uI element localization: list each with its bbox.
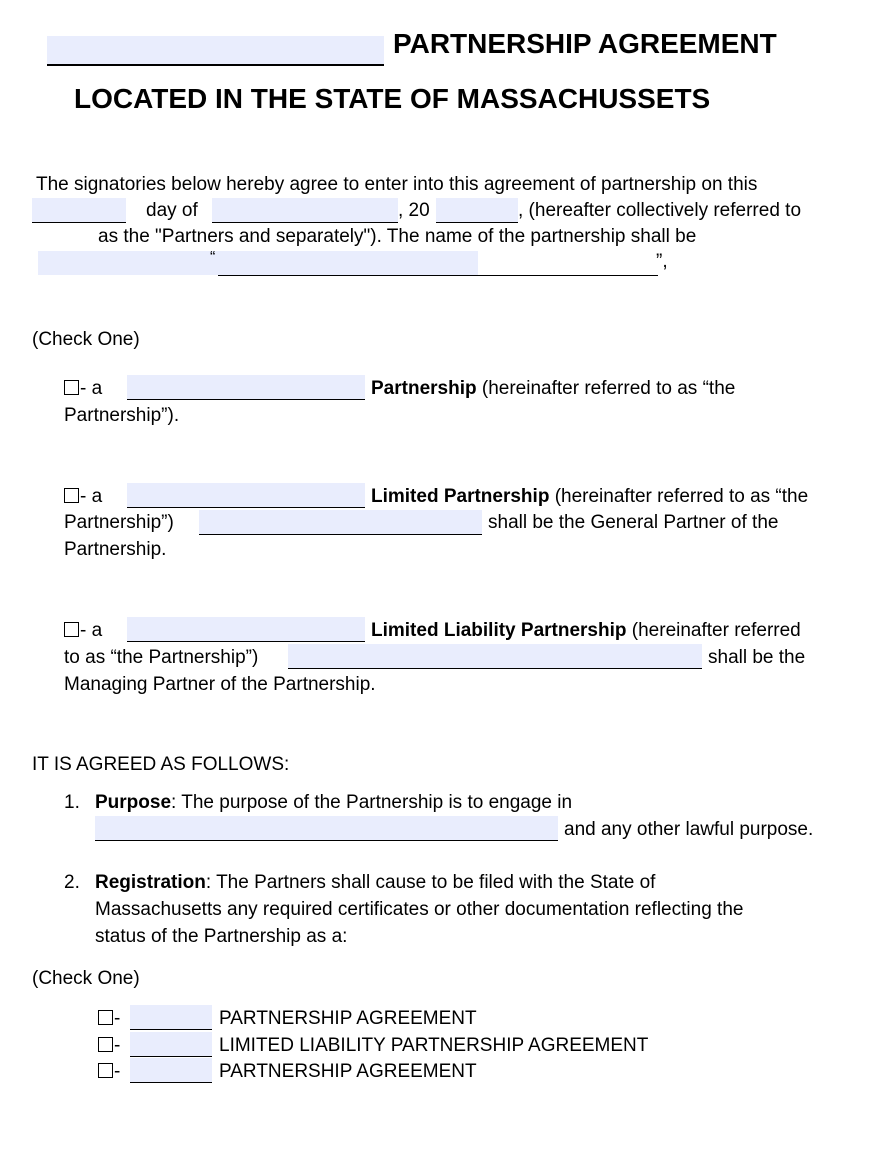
partnership-checkbox[interactable]: [64, 380, 79, 395]
dash-a-label: - a: [80, 378, 103, 399]
section-2-text: : The Partners shall cause to be filed with the State of: [205, 872, 656, 893]
section-2-number: 2.: [64, 872, 80, 893]
registration-checkbox[interactable]: [98, 1010, 113, 1025]
managing-partner-field[interactable]: [288, 644, 702, 669]
llp-type-field[interactable]: [127, 617, 365, 642]
dash-a-label: - a: [80, 486, 103, 507]
dash-label: -: [114, 1061, 121, 1082]
open-quote: “: [210, 249, 216, 266]
section-2-line1: [95, 872, 655, 894]
section-2-heading: Registration: [95, 872, 206, 893]
partnership-type-field[interactable]: [127, 375, 365, 400]
option-llp-line3: Managing Partner of the Partnership.: [64, 674, 376, 695]
intro-day-of: day of: [146, 200, 198, 221]
section-1-line1: [95, 792, 572, 814]
agreed-heading: IT IS AGREED AS FOLLOWS:: [32, 754, 290, 775]
section-1-heading: Purpose: [95, 792, 172, 813]
section-1-text: : The purpose of the Partnership is to engage in: [171, 792, 573, 813]
llp-checkbox[interactable]: [64, 622, 79, 637]
document-subtitle: LOCATED IN THE STATE OF MASSACHUSSETS: [74, 83, 711, 114]
option-llp-row: [64, 620, 102, 642]
dash-a-label: - a: [80, 620, 103, 641]
option-llp-text: [371, 620, 801, 642]
option-limited-row: [64, 486, 102, 508]
year-field[interactable]: [436, 198, 518, 223]
option-partnership-tail: (hereinafter referred to as “the: [476, 378, 736, 399]
general-partner-field[interactable]: [199, 510, 482, 535]
option-partnership-line2: Partnership”).: [64, 405, 180, 426]
intro-year-prefix: , 20: [398, 200, 430, 221]
registration-option-3: [98, 1061, 120, 1083]
option-limited-line2-lead: Partnership”): [64, 512, 174, 533]
section-1-number: 1.: [64, 792, 80, 813]
section-1-tail: and any other lawful purpose.: [564, 819, 814, 840]
registration-checkbox[interactable]: [98, 1037, 113, 1052]
registration-option-2: [98, 1035, 120, 1057]
check-one-label-2: (Check One): [32, 968, 140, 989]
purpose-field[interactable]: [95, 816, 558, 841]
dash-label: -: [114, 1008, 121, 1029]
option-llp-line2-tail: shall be the: [708, 647, 806, 668]
registration-field-2[interactable]: [130, 1032, 212, 1057]
option-partnership-text: [371, 378, 735, 400]
option-limited-line2-tail: shall be the General Partner of the: [488, 512, 779, 533]
option-partnership-bold: Partnership: [371, 378, 477, 399]
close-quote: ”,: [656, 251, 668, 272]
registration-field-1[interactable]: [130, 1005, 212, 1030]
registration-checkbox[interactable]: [98, 1063, 113, 1078]
dash-label: -: [114, 1035, 121, 1056]
intro-line-1: The signatories below hereby agree to enter into this agreement of partnership on this: [36, 174, 758, 195]
option-limited-bold: Limited Partnership: [371, 486, 550, 507]
section-2-line3: status of the Partnership as a:: [95, 926, 348, 947]
option-llp-tail: (hereinafter referred: [626, 620, 801, 641]
document-title: PARTNERSHIP AGREEMENT: [393, 28, 777, 59]
partnership-name-field[interactable]: [218, 251, 658, 276]
intro-after-year: , (hereafter collectively referred to: [518, 200, 802, 221]
limited-partnership-type-field[interactable]: [127, 483, 365, 508]
option-llp-line2-lead: to as “the Partnership”): [64, 647, 259, 668]
registration-option-1: [98, 1008, 120, 1030]
partnership-name-title-field[interactable]: [47, 36, 384, 66]
intro-line-3: as the "Partners and separately"). The name of the partnership shall be: [98, 226, 697, 247]
day-field[interactable]: [32, 198, 126, 223]
limited-partnership-checkbox[interactable]: [64, 488, 79, 503]
option-partnership-row: [64, 378, 102, 400]
check-one-label: (Check One): [32, 329, 140, 350]
registration-option-1-label: PARTNERSHIP AGREEMENT: [219, 1008, 477, 1029]
option-limited-tail: (hereinafter referred to as “the: [549, 486, 809, 507]
option-limited-text: [371, 486, 808, 508]
month-field[interactable]: [212, 198, 398, 223]
registration-option-3-label: PARTNERSHIP AGREEMENT: [219, 1061, 477, 1082]
section-2-line2: Massachusetts any required certificates or other documentation reflecting the: [95, 899, 744, 920]
registration-field-3[interactable]: [130, 1058, 212, 1083]
registration-option-2-label: LIMITED LIABILITY PARTNERSHIP AGREEMENT: [219, 1035, 649, 1056]
option-limited-line3: Partnership.: [64, 539, 167, 560]
option-llp-bold: Limited Liability Partnership: [371, 620, 627, 641]
